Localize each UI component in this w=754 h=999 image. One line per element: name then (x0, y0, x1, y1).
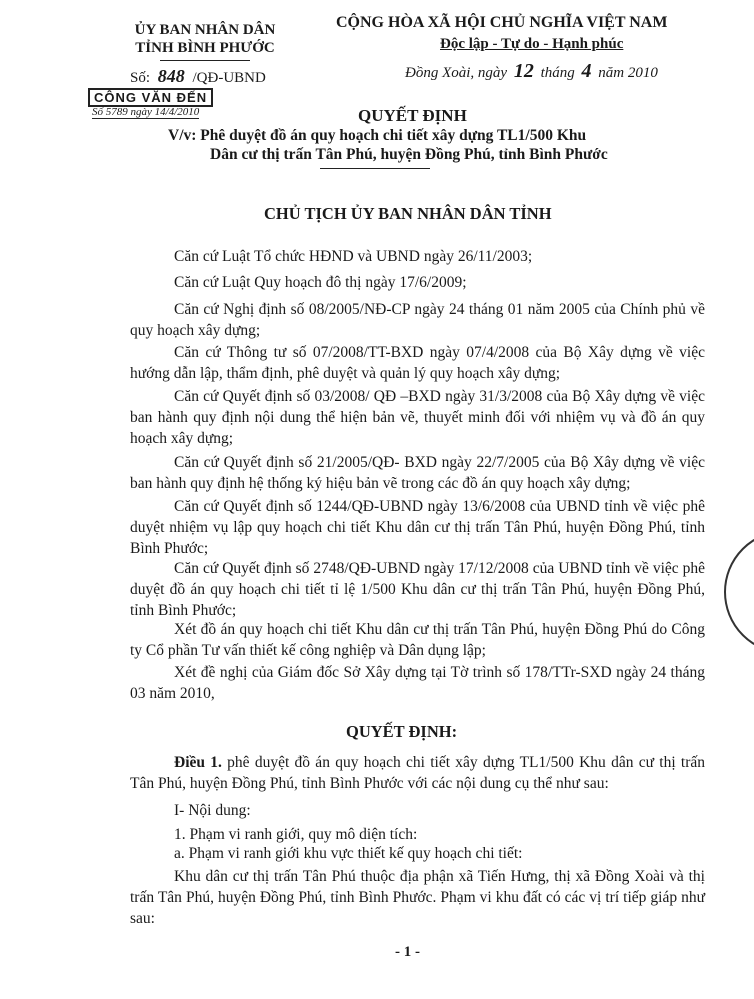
doc-number-suffix: /QĐ-UBND (192, 70, 266, 86)
article-1-label: Điều 1. (174, 754, 222, 771)
motto: Độc lập - Tự do - Hạnh phúc (440, 36, 624, 52)
doc-date (405, 60, 658, 83)
scope-text: Khu dân cư thị trấn Tân Phú thuộc địa phận xã Tiến Hưng, thị xã Đồng Xoài và thị trấn Tân Phú, huyện Đồng Phú, tỉnh Bình Phước. Phạm vi khu đất có các vị trí tiếp giáp như sau: (130, 868, 705, 927)
date-month: 4 (581, 60, 592, 82)
recital-4: Căn cứ Thông tư số 07/2008/TT-BXD ngày 07/4/2008 của Bộ Xây dựng về việc hướng dẫn lập, thẩm định, phê duyệt và quản lý quy hoạch xây dựng; (130, 344, 705, 382)
nation-name: CỘNG HÒA XÃ HỘI CHỦ NGHĨA VIỆT NAM (336, 14, 668, 31)
date-month-label: tháng (540, 65, 575, 81)
incoming-stamp: CÔNG VĂN ĐẾN (88, 88, 213, 107)
recital-5: Căn cứ Quyết định số 03/2008/ QĐ –BXD ngày 31/3/2008 của Bộ Xây dựng về việc ban hành quy định nội dung thể hiện bản vẽ, thuyết minh đối với nhiệm vụ và đồ án quy hoạch xây dựng; (130, 388, 705, 447)
item-a: a. Phạm vi ranh giới khu vực thiết kế quy hoạch chi tiết: (174, 845, 523, 862)
date-place: Đồng Xoài, ngày (405, 65, 508, 81)
decision-heading: QUYẾT ĐỊNH: (346, 722, 458, 741)
decision-title: QUYẾT ĐỊNH (358, 106, 467, 125)
authority-heading: CHỦ TỊCH ỦY BAN NHÂN DÂN TỈNH (264, 204, 552, 223)
recital-9: Xét đồ án quy hoạch chi tiết Khu dân cư thị trấn Tân Phú, huyện Đồng Phú do Công ty Cổ phần Tư vấn thiết kế công nghiệp và Dân dụng lập; (130, 621, 705, 659)
section-i: I- Nội dung: (174, 802, 251, 819)
date-year: năm 2010 (598, 65, 658, 81)
incoming-stamp-line: Số 5789 ngày 14/4/2010 (92, 106, 200, 118)
recital-2: Căn cứ Luật Quy hoạch đô thị ngày 17/6/2009; (174, 274, 467, 291)
doc-number-prefix: Số: (130, 70, 151, 86)
doc-number (130, 66, 266, 87)
recital-8: Căn cứ Quyết định số 2748/QĐ-UBND ngày 17/12/2008 của UBND tỉnh về việc phê duyệt đồ án quy hoạch chi tiết tỉ lệ 1/500 Khu dân cư thị trấn Tân Phú, huyện Đồng Phú, tỉnh Bình Phước; (130, 560, 705, 619)
recital-7: Căn cứ Quyết định số 1244/QĐ-UBND ngày 13/6/2008 của UBND tỉnh về việc phê duyệt nhiệm vụ lập quy hoạch chi tiết Khu dân cư thị trấn Tân Phú, huyện Đồng Phú, tỉnh Bình Phước; (130, 498, 705, 557)
org-name-line1: ỦY BAN NHÂN DÂN (134, 22, 276, 38)
decision-subject-line2: Dân cư thị trấn Tân Phú, huyện Đồng Phú, tỉnh Bình Phước (210, 146, 608, 163)
org-underline (160, 60, 250, 61)
official-seal (724, 530, 754, 654)
article-1-text: phê duyệt đồ án quy hoạch chi tiết xây dựng TL1/500 Khu dân cư thị trấn Tân Phú, huyện Đồng Phú, tỉnh Bình Phước với các nội dung cụ thể như sau: (130, 754, 706, 792)
recital-1: Căn cứ Luật Tổ chức HĐND và UBND ngày 26/11/2003; (174, 248, 533, 265)
org-name-line2: TỈNH BÌNH PHƯỚC (135, 40, 275, 56)
decision-subject-line1: V/v: Phê duyệt đồ án quy hoạch chi tiết xây dựng TL1/500 Khu (168, 127, 587, 144)
recital-6: Căn cứ Quyết định số 21/2005/QĐ- BXD ngày 22/7/2005 của Bộ Xây dựng về việc ban hành quy định hệ thống ký hiệu bản vẽ trong các đồ án quy hoạch xây dựng; (130, 454, 705, 492)
recital-3: Căn cứ Nghị định số 08/2005/NĐ-CP ngày 24 tháng 01 năm 2005 của Chính phủ về quy hoạch xây dựng; (130, 301, 705, 339)
recital-10: Xét đề nghị của Giám đốc Sở Xây dựng tại Tờ trình số 178/TTr-SXD ngày 24 tháng 03 năm 2010, (130, 664, 705, 702)
page-number: - 1 - (395, 944, 420, 960)
subject-underline (320, 168, 430, 169)
date-day: 12 (513, 60, 534, 82)
article-1 (130, 752, 705, 794)
doc-number-handwritten: 848 (157, 66, 185, 86)
item-1: 1. Phạm vi ranh giới, quy mô diện tích: (174, 826, 418, 843)
